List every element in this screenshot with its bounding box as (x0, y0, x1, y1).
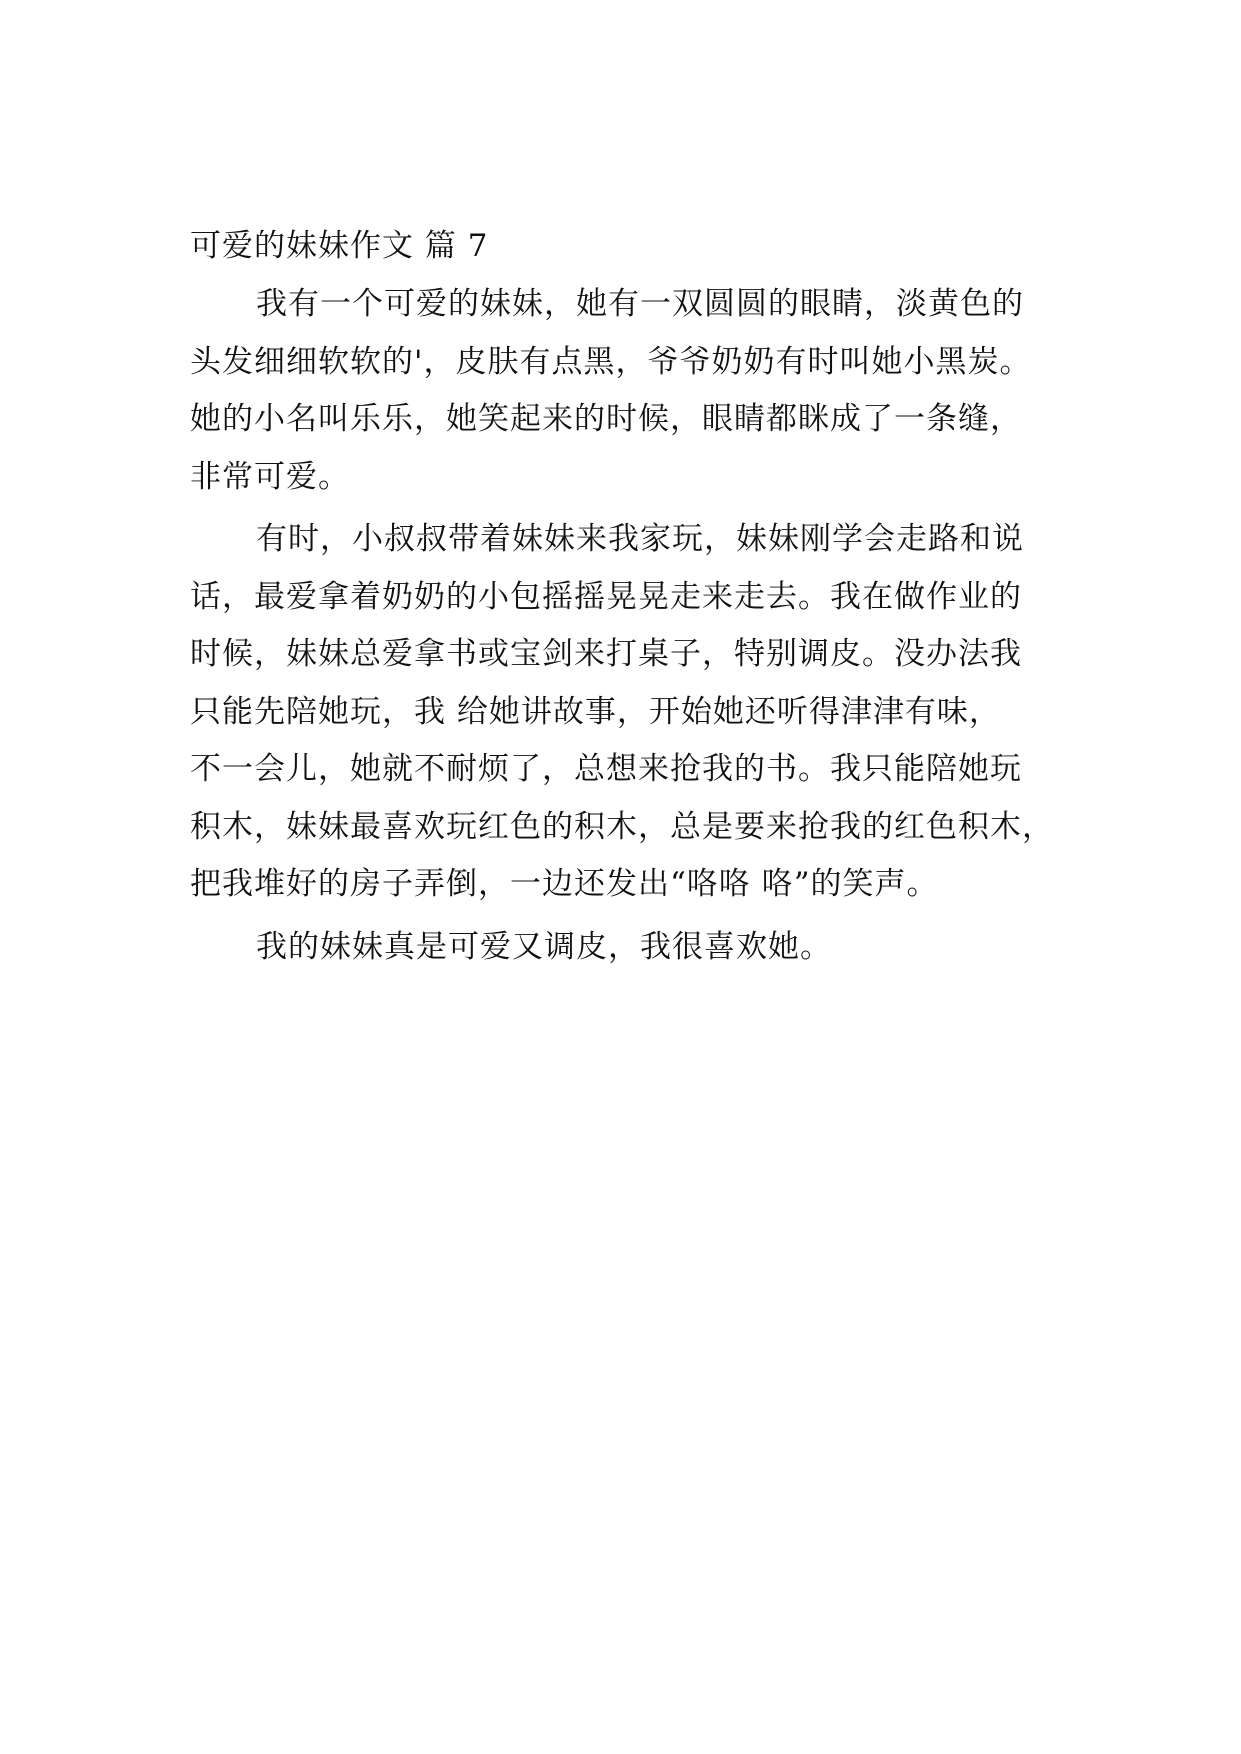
paragraph-line: 我有一个可爱的妹妹，她有一双圆圆的眼睛，淡黄色的 (256, 286, 1024, 322)
paragraph-line: 话，最爱拿着奶奶的小包摇摇晃晃走来走去。我在做作业的 (190, 578, 1022, 615)
document-body (190, 218, 1070, 981)
paragraph-line: 非常可爱。 (190, 458, 350, 495)
paragraph-line: 有时，小叔叔带着妹妹来我家玩，妹妹刚学会走路和说 (256, 521, 1024, 557)
paragraph-line: 时候，妹妹总爱拿书或宝剑来打桌子，特别调皮。没办法我 (190, 636, 1022, 672)
paragraph-line: 我的妹妹真是可爱又调皮，我很喜欢她。 (256, 928, 832, 965)
document-title: 可爱的妹妹作文 篇 7 (190, 228, 489, 264)
paragraph-line: 不一会儿，她就不耐烦了，总想来抢我的书。我只能陪她玩 (190, 751, 1022, 787)
paragraph-line: 把我堆好的房子弄倒，一边还发出“咯咯 咯”的笑声。 (190, 866, 939, 902)
paragraph-line: 积木，妹妹最喜欢玩红色的积木，总是要来抢我的红色积木， (190, 808, 1054, 845)
paragraph-1 (190, 276, 1070, 506)
paragraph-line: 头发细细软软的'，皮肤有点黑，爷爷奶奶有时叫她小黑炭。 (190, 343, 1032, 380)
paragraph-2 (190, 511, 1070, 914)
paragraph-line: 她的小名叫乐乐，她笑起来的时候，眼睛都眯成了一条缝， (190, 401, 1022, 437)
paragraph-line: 只能先陪她玩，我 给她讲故事，开始她还听得津津有味， (190, 693, 1001, 730)
paragraph-3 (190, 919, 1070, 977)
